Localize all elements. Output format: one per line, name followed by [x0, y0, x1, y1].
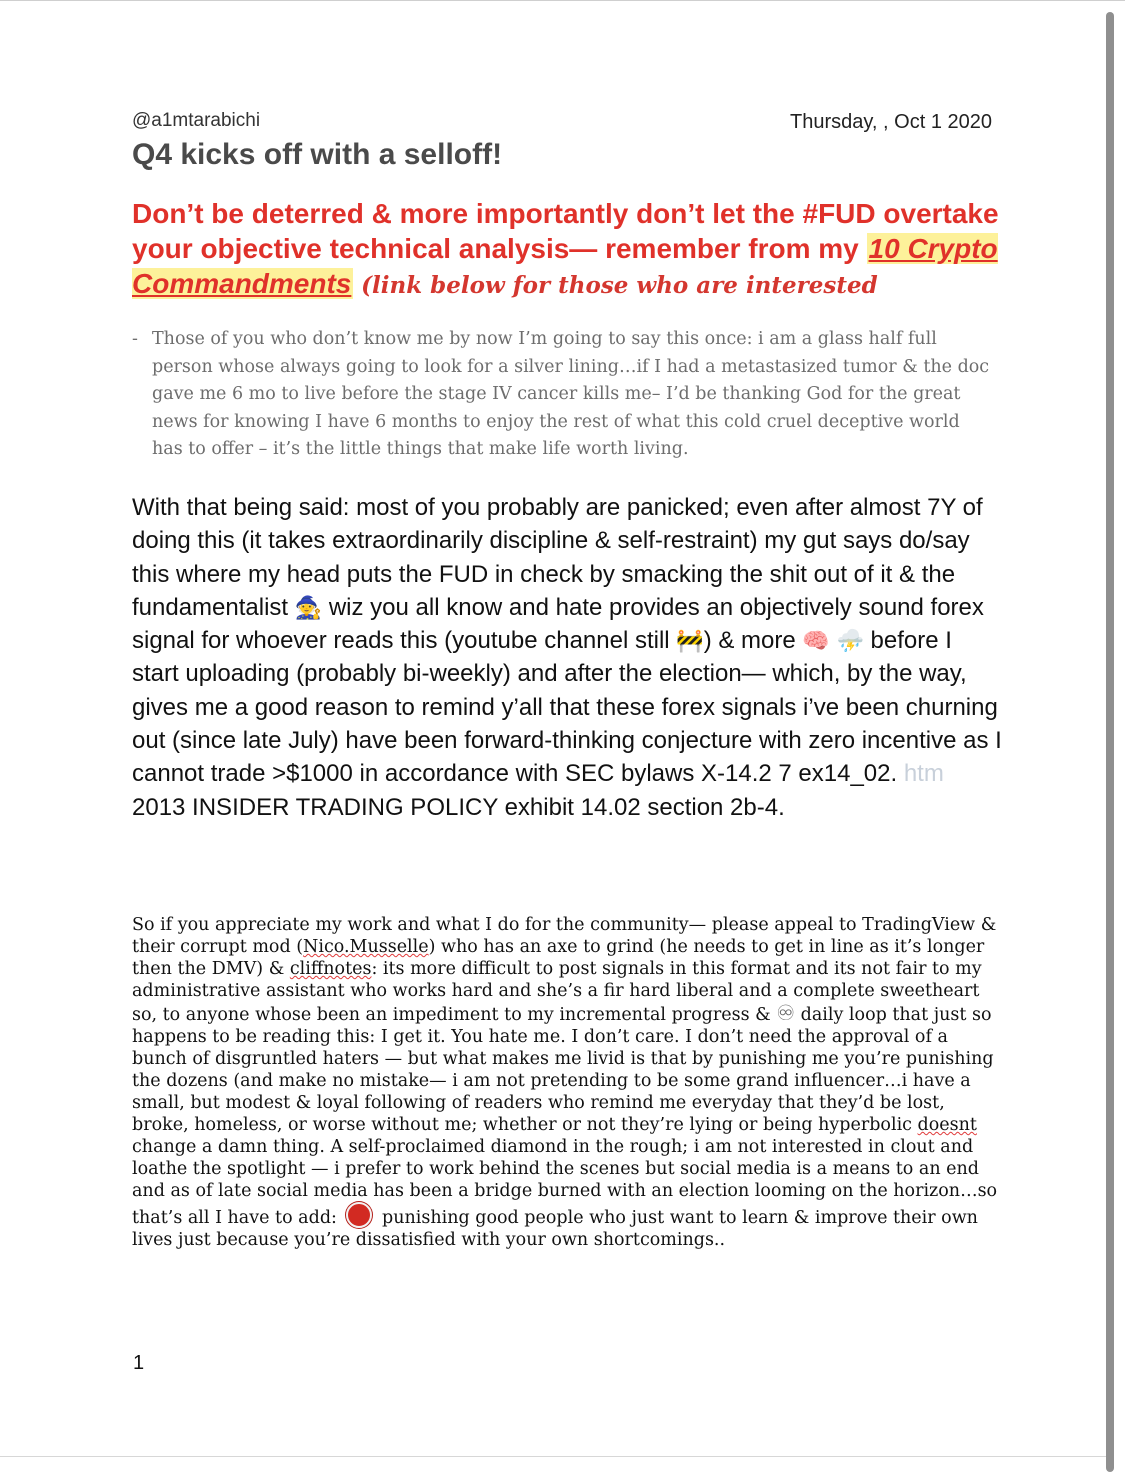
main-text-1: With that being said: most of you probably are panicked; even after almost 7Y of doing this (it takes extraordinarily discipline & self-restraint) my gut says do/say this where my head puts the FUD in check by smacking the shit out of it & the fundamentalist — [132, 494, 983, 621]
page-bottom-edge — [0, 1456, 1110, 1457]
headline-aside: (link below for those who are interested — [361, 272, 878, 299]
main-text-3: ) & more — [703, 627, 803, 655]
main-paragraph — [132, 491, 1002, 824]
infinity-icon: ♾ — [776, 1001, 796, 1025]
misspelled-name: Nico.Musselle — [303, 937, 429, 957]
mage-emoji-icon: 🧙 — [294, 594, 323, 620]
main-text-2: wiz you all know and hate provides an objectively sound forex signal for whoever reads this (youtube channel still — [132, 593, 984, 655]
closing-paragraph — [132, 914, 1002, 1251]
main-text-5: 2013 INSIDER TRADING POLICY exhibit 14.02 section 2b-4. — [132, 793, 785, 821]
post-date: Thursday, , Oct 1 2020 — [790, 111, 992, 133]
construction-emoji-icon: 🚧 — [676, 628, 704, 654]
closing-text-6: punishing good people who just want to learn & improve their own lives just because you’re dissatisfied with your own shortcomings.. — [132, 1208, 978, 1250]
closing-text-2: ) who has an axe to grind (he needs to get in line as it’s longer then the DMV) & — [132, 937, 985, 979]
closing-text-5: change a damn thing. A self-proclaimed diamond in the rough; i am not interested in clout and loathe the spotlight — i prefer to work behind the scenes but social media is a means to an end and as of late social media has been a bridge burned with an election looming on the horizon…so that’s all I have to add: — [132, 1137, 998, 1228]
bullet-item — [132, 326, 992, 464]
faded-htm-text: htm — [903, 760, 944, 788]
vertical-scrollbar[interactable] — [1106, 12, 1114, 1472]
brain-emoji-icon: 🧠 — [802, 628, 830, 654]
headline — [132, 196, 1002, 301]
storm-cloud-emoji-icon: ⛈️ — [836, 628, 864, 654]
stop-sign-icon — [346, 1202, 372, 1228]
author-handle: @a1mtarabichi — [132, 110, 261, 131]
page-number: 1 — [133, 1352, 145, 1374]
closing-text-1: So if you appreciate my work and what I do for the community— please appeal to TradingView & their corrupt mod ( — [132, 915, 997, 957]
misspelled-cliffnotes: cliffnotes — [289, 959, 372, 979]
crypto-commandments-link[interactable]: 10 Crypto Commandments — [132, 233, 998, 299]
headline-text: Don’t be deterred & more importantly don’t let the #FUD overtake your objective technical analysis— remember from my — [132, 198, 999, 264]
closing-text-4: daily loop that just so happens to be reading this: I get it. You hate me. I don’t care. I don’t need the approval of a bunch of disgruntled haters — but what makes me livid is that by punishing me you’re punishing the dozens (and make no mistake— i am not pretending to be some grand influencer…i have a small, but modest & loyal following of readers who remind me everyday that they’d be lost, broke, homeless, or worse without me; whether or not they’re lying or being hyperbolic — [132, 1005, 994, 1135]
bullet-text: Those of you who don’t know me by now I’m going to say this once: i am a glass half full person whose always going to look for a silver lining…if I had a metastasized tumor & the doc gave me 6 mo to live before the stage IV cancer kills me– I’d be thanking God for the great news for knowing I have 6 months to enjoy the rest of what this cold cruel deceptive world has to offer – it’s the little things that make life worth living. — [152, 329, 990, 459]
main-text-4: before I start uploading (probably bi-weekly) and after the election— which, by the way, gives me a good reason to remind y’all that these forex signals i’ve been churning out (since late July) have been forward-thinking conjecture with zero incentive as I cannot trade >$1000 in accordance with SEC bylaws X-14.2 7 ex14_02. — [132, 627, 1002, 788]
page-title: Q4 kicks off with a selloff! — [132, 138, 503, 171]
bullet-dash: - — [132, 329, 138, 349]
closing-text-3: : its more difficult to post signals in this format and its not fair to my administrative assistant who works hard and she’s a fir hard liberal and a complete sweetheart so, to anyone whose been an impediment to my incremental progress & — [132, 959, 982, 1025]
misspelled-doesnt: doesnt — [917, 1115, 977, 1135]
